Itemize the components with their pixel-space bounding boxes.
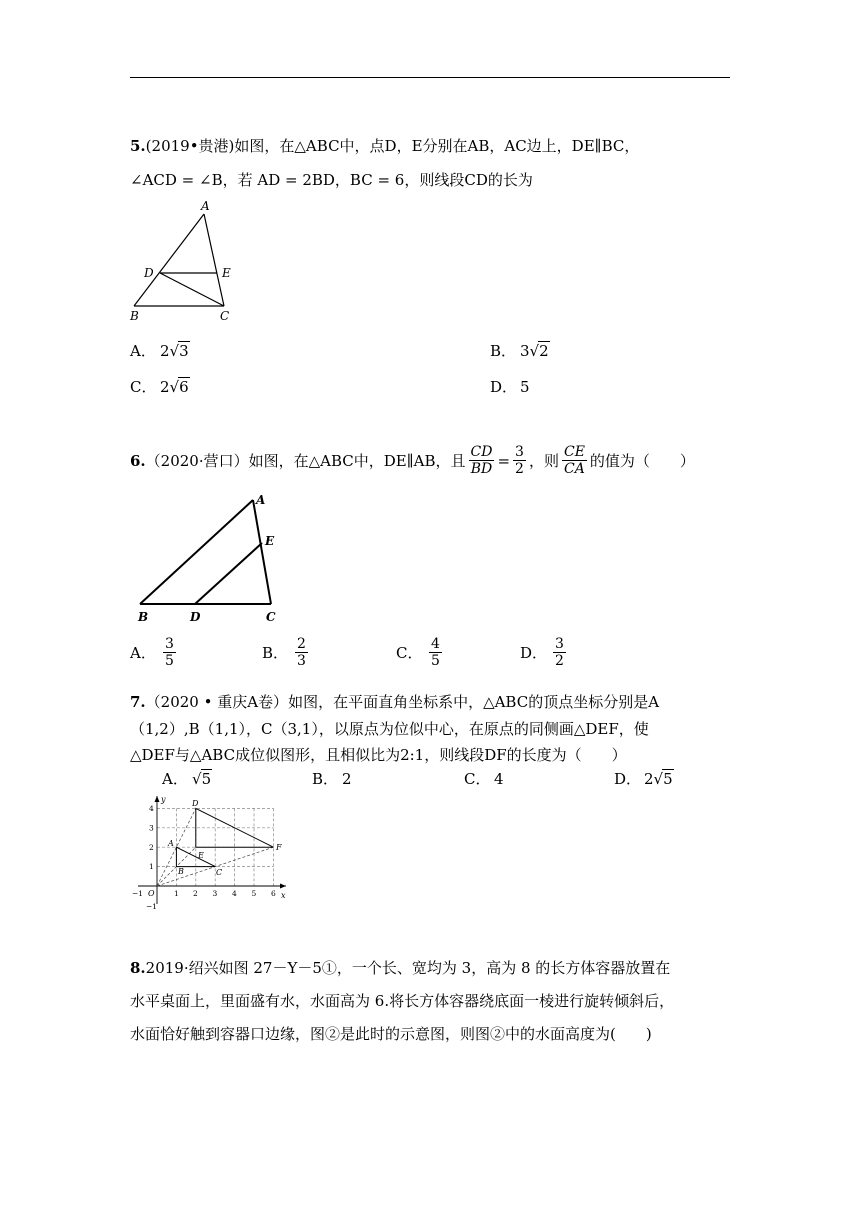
q6-option-c[interactable]: C． $\frac{4}{5}$ bbox=[396, 636, 440, 669]
q7-xtick-6: 6 bbox=[271, 889, 276, 898]
q7-ytick-neg1: −1 bbox=[146, 902, 158, 911]
q7-label-e: E bbox=[198, 851, 204, 860]
q5-option-d[interactable]: D． 5 bbox=[490, 378, 530, 396]
q7-label-a: A bbox=[168, 839, 174, 848]
q7-label-f: F bbox=[276, 843, 282, 852]
q5-line1: 5.(2019•贵港)如图，在△ABC中，点D，E分别在AB，AC边上，DE∥BC， bbox=[130, 137, 640, 155]
q6-ratio-ce-ca: $\frac{CE}{CA}$ bbox=[563, 444, 585, 477]
q6-label-a: A bbox=[256, 493, 266, 507]
q5-option-a[interactable]: A． 2√3 bbox=[130, 342, 189, 360]
q5-label-b: B bbox=[130, 309, 139, 323]
q5-edge-dc bbox=[160, 273, 224, 306]
q8-line1: 8.2019·绍兴如图 27－Y－5①，一个长、宽均为 3，高为 8 的长方体容器放置在 bbox=[130, 959, 671, 977]
q6-figure bbox=[130, 488, 290, 628]
q6-edge-ba bbox=[140, 500, 253, 604]
q5-label-d: D bbox=[144, 266, 154, 280]
q7-xtick-3: 3 bbox=[212, 889, 218, 898]
q6-label-c: C bbox=[266, 610, 276, 624]
q5-label-c: C bbox=[220, 309, 230, 323]
q7-x-label: x bbox=[281, 891, 286, 900]
q5-option-b[interactable]: B． 3√2 bbox=[490, 342, 549, 360]
q6-edge-de bbox=[195, 543, 262, 604]
q6-label-d: D bbox=[190, 610, 201, 624]
q6-label-e: E bbox=[265, 534, 275, 548]
q6-stem: 6. （2020·营口）如图，在△ABC中，DE∥AB，且 $\frac{CD}{BD}$ = $\frac{3}{2}$ ，则 $\frac{CE}{CA}$ 的值为（ ） bbox=[130, 444, 695, 477]
q7-label-b: B bbox=[178, 867, 184, 876]
q7-line2: （1,2）,B（1,1），C（3,1），以原点为位似中心，在原点的同侧画△DEF，使 bbox=[130, 720, 649, 738]
q7-option-c[interactable]: C． 4 bbox=[464, 770, 504, 788]
q5-line2: ∠ACD = ∠B，若 AD = 2BD，BC = 6，则线段CD的长为 bbox=[130, 171, 533, 189]
q7-label-c: C bbox=[216, 868, 223, 877]
q7-xtick-2: 2 bbox=[193, 889, 198, 898]
q7-xtick-neg1: −1 bbox=[132, 889, 144, 898]
q7-option-d[interactable]: D． 2√5 bbox=[614, 770, 673, 788]
q7-number: 7. bbox=[130, 693, 146, 711]
q7-xtick-1: 1 bbox=[174, 889, 179, 898]
q7-line3: △DEF与△ABC成位似图形，且相似比为2:1，则线段DF的长度为（ ） bbox=[130, 746, 627, 764]
q6-number: 6. bbox=[130, 451, 146, 470]
q6-ratio-cd-bd: $\frac{CD}{BD}$ bbox=[470, 444, 493, 477]
q6-edge-ac bbox=[253, 500, 271, 604]
q7-coordinate-figure bbox=[130, 792, 300, 914]
q8-number: 8. bbox=[130, 959, 146, 977]
header-rule bbox=[130, 77, 730, 78]
q7-option-b[interactable]: B． 2 bbox=[312, 770, 352, 788]
q7-ytick-4: 4 bbox=[149, 804, 154, 813]
q5-edge-ac bbox=[204, 214, 224, 306]
q5-label-a: A bbox=[201, 199, 210, 213]
q6-ratio-value: $\frac{3}{2}$ bbox=[515, 444, 524, 477]
q5-option-c[interactable]: C． 2√6 bbox=[130, 378, 189, 396]
q5-number: 5. bbox=[130, 137, 146, 155]
q5-label-e: E bbox=[222, 266, 231, 280]
q5-figure bbox=[128, 196, 248, 326]
q7-option-a[interactable]: A． √5 bbox=[162, 770, 212, 788]
q8-line3: 水面恰好触到容器口边缘，图②是此时的示意图，则图②中的水面高度为( ) bbox=[130, 1025, 652, 1043]
q5-edge-ab bbox=[134, 214, 204, 306]
q7-ytick-3: 3 bbox=[149, 823, 154, 833]
q7-ytick-1: 1 bbox=[149, 862, 154, 871]
q7-line1: 7.（2020 • 重庆A卷）如图，在平面直角坐标系中，△ABC的顶点坐标分别是A bbox=[130, 693, 660, 711]
q7-origin-label: O bbox=[148, 889, 155, 898]
q6-option-d[interactable]: D． $\frac{3}{2}$ bbox=[520, 636, 564, 669]
q7-label-d: D bbox=[192, 799, 199, 808]
q7-ytick-2: 2 bbox=[149, 843, 154, 852]
q7-xtick-4: 4 bbox=[232, 889, 237, 898]
q6-label-b: B bbox=[138, 610, 149, 624]
q8-line2: 水平桌面上，里面盛有水，水面高为 6.将长方体容器绕底面一棱进行旋转倾斜后， bbox=[130, 992, 675, 1010]
q7-y-label: y bbox=[161, 795, 166, 804]
q6-option-b[interactable]: B． $\frac{2}{3}$ bbox=[262, 636, 306, 669]
q6-option-a[interactable]: A． $\frac{3}{5}$ bbox=[130, 636, 174, 669]
q7-xtick-5: 5 bbox=[251, 889, 257, 898]
